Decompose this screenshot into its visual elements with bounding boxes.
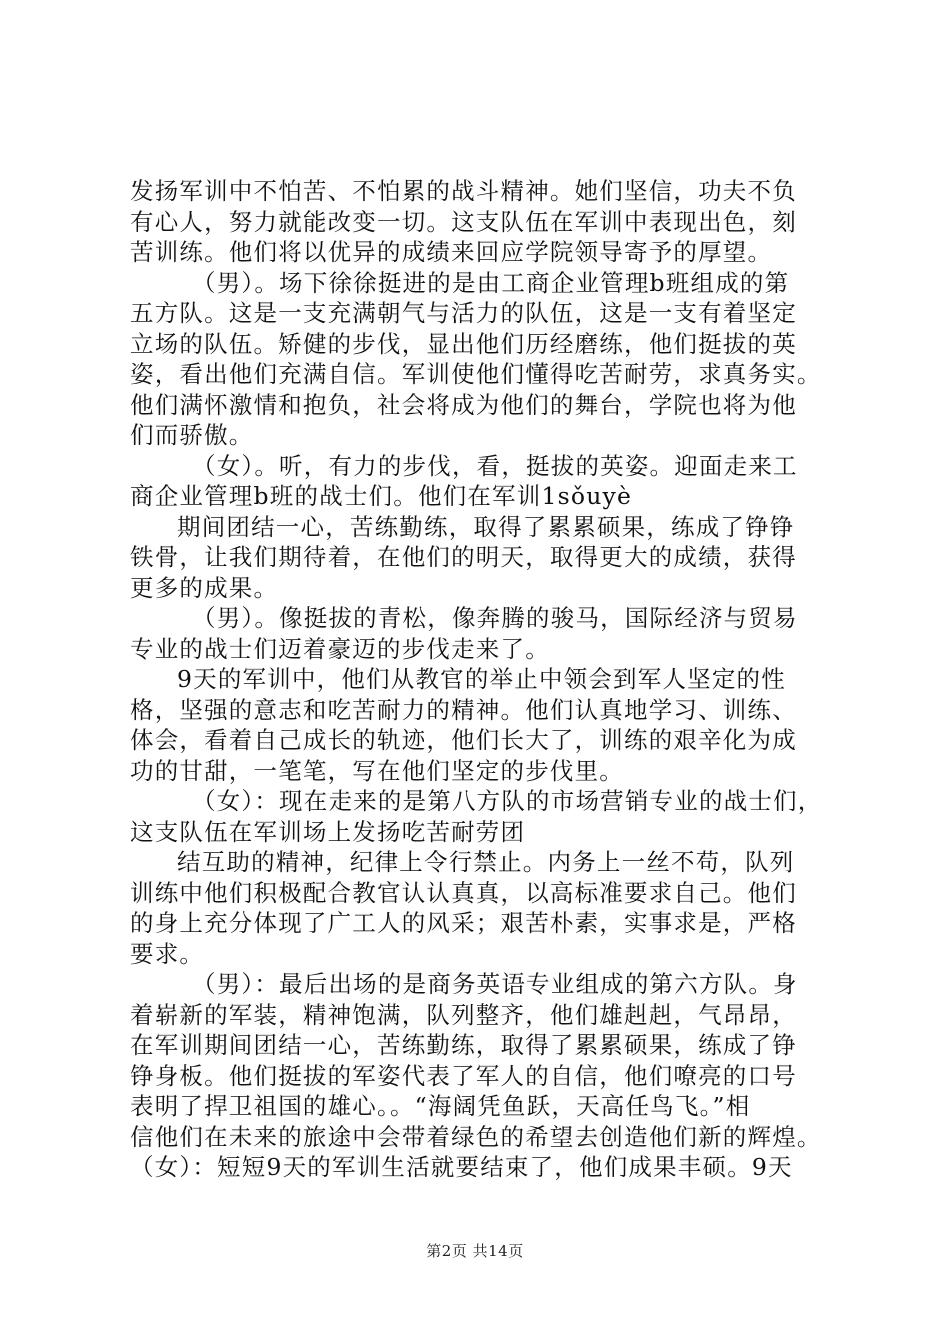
text-line: 姿，看出他们充满自信。军训使他们懂得吃苦耐劳，求真务实。	[130, 360, 822, 388]
text-line: 功的甘甜，一笔笔，写在他们坚定的步伐里。	[130, 756, 624, 785]
text-line: 训练中他们积极配合教官认认真真，以高标准要求自己。他们	[130, 878, 797, 907]
text-line: 的身上充分体现了广工人的风采；艰苦朴素，实事求是，严格	[130, 909, 797, 937]
page-footer	[0, 1240, 950, 1261]
text-line: 结互助的精神，纪律上令行禁止。内务上一丝不苟，队列	[177, 848, 795, 876]
text-line: 铮身板。他们挺拔的军姿代表了军人的自信，他们嘹亮的口号	[130, 1061, 797, 1090]
text-line: 更多的成果。	[130, 573, 279, 602]
text-line: 着崭新的军装，精神饱满，队列整齐，他们雄赳赳，气昂昂，	[130, 1000, 797, 1029]
text-line: 苦训练。他们将以优异的成绩来回应学院领导寄予的厚望。	[130, 238, 773, 266]
text-line: 五方队。这是一支充满朝气与活力的队伍，这是一支有着坚定	[130, 299, 797, 327]
text-line: 信他们在未来的旅途中会带着绿色的希望去创造他们新的辉煌。	[130, 1122, 822, 1151]
text-line: 立场的队伍。矫健的步伐，显出他们历经磨练，他们挺拔的英	[130, 329, 797, 358]
text-line: 9天的军训中，他们从教官的举止中领会到军人坚定的性	[177, 665, 786, 693]
text-line: 他们满怀激情和抱负，社会将成为他们的舞台，学院也将为他	[130, 390, 797, 419]
text-line: 体会，看着自己成长的轨迹，他们长大了，训练的艰辛化为成	[130, 726, 797, 754]
text-line: （男）。像挺拔的青松，像奔腾的骏马，国际经济与贸易	[192, 604, 798, 632]
text-line: 在军训期间团结一心，苦练勤练，取得了累累硕果，练成了铮	[130, 1031, 797, 1059]
document-body	[130, 176, 830, 1183]
text-line: 发扬军训中不怕苦、不怕累的战斗精神。她们坚信，功夫不负	[130, 177, 797, 205]
text-line: 期间团结一心，苦练勤练，取得了累累硕果，练成了铮铮	[177, 512, 795, 541]
text-line: 表明了捍卫祖国的雄心。。“海阔凭鱼跃，天高任鸟飞。”相	[130, 1092, 751, 1120]
text-line: 专业的战士们迈着豪迈的步伐走来了。	[130, 634, 550, 663]
text-line: （男）。场下徐徐挺进的是由工商企业管理b班组成的第	[192, 268, 790, 297]
text-line: （女）：短短9天的军训生活就要结束了，他们成果丰硕。9天	[130, 1153, 793, 1181]
text-line: （女）：现在走来的是第八方队的市场营销专业的战士们，	[192, 787, 823, 815]
text-line: 格，坚强的意志和吃苦耐力的精神。他们认真地学习、训练、	[130, 695, 797, 724]
text-line: 有心人，努力就能改变一切。这支队伍在军训中表现出色，刻	[130, 207, 797, 236]
text-line: （女）。听，有力的步伐，看，挺拔的英姿。迎面走来工	[192, 451, 798, 480]
page-number-label: 第2页 共14页	[426, 1242, 524, 1260]
text-line: 商企业管理b班的战士们。他们在军训1sǒuyè	[130, 482, 633, 510]
text-line: 要求。	[130, 939, 205, 968]
text-line: 们而骄傲。	[130, 421, 254, 449]
text-line: 这支队伍在军训场上发扬吃苦耐劳团	[130, 817, 526, 846]
text-line: （男）：最后出场的是商务英语专业组成的第六方队。身	[192, 970, 798, 998]
text-line: 铁骨，让我们期待着，在他们的明天，取得更大的成绩，获得	[130, 543, 797, 571]
